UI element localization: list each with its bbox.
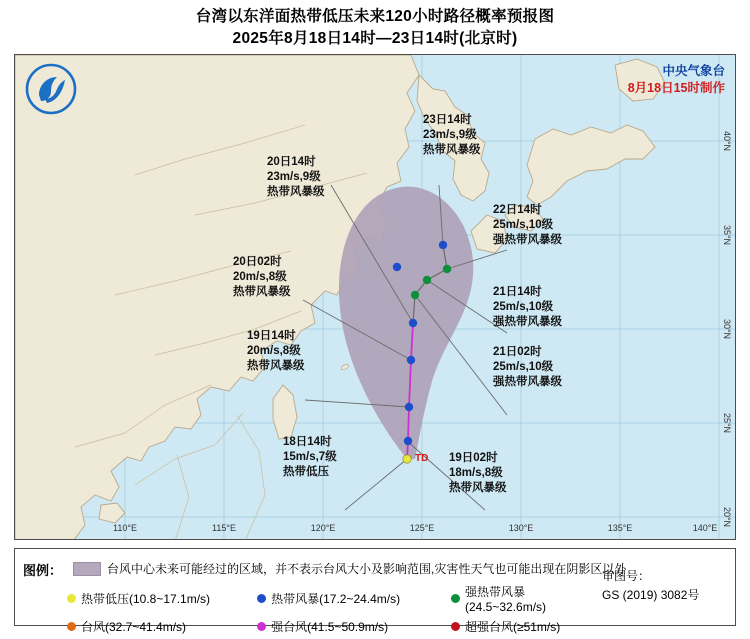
callout-time: 21日02时 xyxy=(493,346,542,358)
legend-dot-sty-icon xyxy=(257,622,266,631)
callout-wind: 25m/s,10级 xyxy=(493,301,554,313)
callout-19-14 xyxy=(247,329,305,374)
callout-time: 19日14时 xyxy=(247,330,296,342)
legend-label: 台风(32.7~41.4m/s) xyxy=(81,620,187,634)
legend-item-ts xyxy=(257,583,437,614)
callout-wind: 15m/s,7级 xyxy=(283,451,337,463)
callout-21-14 xyxy=(493,285,562,330)
page-title: 台湾以东洋面热带低压未来120小时路径概率预报图 xyxy=(195,8,555,25)
legend-row xyxy=(67,618,607,635)
callout-20-14 xyxy=(267,155,325,200)
lat-tick-40n: 40°N xyxy=(722,130,732,152)
lon-tick-115e: 115°E xyxy=(212,523,236,533)
shaded-area-swatch xyxy=(73,562,101,576)
legend-dot-ts-icon xyxy=(257,594,266,603)
callout-category: 热带风暴级 xyxy=(423,144,481,156)
callout-category: 热带风暴级 xyxy=(233,286,291,298)
legend-row xyxy=(67,583,607,614)
callout-wind: 20m/s,8级 xyxy=(233,271,287,283)
lat-tick-30n: 30°N xyxy=(722,318,732,340)
agency-timestamp: 8月18日15时制作 xyxy=(627,81,725,95)
agency-name: 中央气象台 xyxy=(662,64,725,78)
callout-category: 热带风暴级 xyxy=(267,186,325,198)
callout-category: 强热带风暴级 xyxy=(493,376,562,388)
callout-wind: 25m/s,10级 xyxy=(493,361,554,373)
legend-dot-td-icon xyxy=(67,594,76,603)
lon-tick-140e: 140°E xyxy=(692,523,718,533)
callout-time: 20日02时 xyxy=(233,256,282,268)
legend-dot-superty-icon xyxy=(451,622,460,631)
legend-item-sty xyxy=(257,618,437,635)
lon-tick-125e: 125°E xyxy=(409,523,435,533)
lon-tick-110e: 110°E xyxy=(113,523,137,533)
callout-wind: 18m/s,8级 xyxy=(449,467,503,479)
lon-tick-120e: 120°E xyxy=(310,523,336,533)
callout-wind: 23m/s,9级 xyxy=(267,171,321,183)
page-subtitle: 2025年8月18日14时—23日14时(北京时) xyxy=(232,30,518,47)
legend-label: 热带风暴(17.2~24.4m/s) xyxy=(271,592,401,606)
legend-label: 超强台风(≥51m/s) xyxy=(464,620,561,634)
legend-dot-sts-icon xyxy=(451,594,460,603)
callout-category: 热带风暴级 xyxy=(449,482,507,494)
map-canvas[interactable] xyxy=(14,54,736,540)
callout-category: 强热带风暴级 xyxy=(493,316,562,328)
callout-wind: 20m/s,8级 xyxy=(247,345,301,357)
callout-time: 20日14时 xyxy=(267,156,316,168)
lon-tick-130e: 130°E xyxy=(508,523,534,533)
legend-title: 图例： xyxy=(23,563,63,578)
callout-time: 18日14时 xyxy=(283,436,332,448)
legend-item-superty xyxy=(451,618,593,635)
legend-item-sts xyxy=(451,583,593,614)
td-marker-label: TD xyxy=(415,453,429,464)
callout-time: 19日02时 xyxy=(449,452,498,464)
legend-panel xyxy=(14,548,736,634)
callout-20-02 xyxy=(233,255,291,300)
callout-19-02 xyxy=(449,451,507,496)
title-block xyxy=(0,6,750,50)
legend-dot-ty-icon xyxy=(67,622,76,631)
callout-category: 热带风暴级 xyxy=(247,360,305,372)
approval-number: GS (2019) 3082号 xyxy=(602,588,700,602)
callout-wind: 25m/s,10级 xyxy=(493,219,554,231)
callout-time: 21日14时 xyxy=(493,286,542,298)
lon-tick-135e: 135°E xyxy=(607,523,633,533)
callout-time: 23日14时 xyxy=(423,114,472,126)
callout-18-14 xyxy=(283,435,337,480)
agency-stamp xyxy=(628,63,725,97)
legend-label: 强热带风暴(24.5~32.6m/s) xyxy=(464,585,547,614)
map-geometry xyxy=(15,55,736,540)
legend-label: 强台风(41.5~50.9m/s) xyxy=(271,620,389,634)
callout-22-14 xyxy=(493,203,562,248)
callout-21-02 xyxy=(493,345,562,390)
callout-23-14 xyxy=(423,113,481,158)
legend-item-td xyxy=(67,583,243,614)
callout-category: 强热带风暴级 xyxy=(493,234,562,246)
legend-shade-note: 台风中心未来可能经过的区域，并不表示台风大小及影响范围,灾害性天气也可能出现在阴影区以外 xyxy=(107,562,627,576)
legend-shade-note-row xyxy=(73,560,626,577)
legend-items xyxy=(67,583,607,639)
legend-label: 热带低压(10.8~17.1m/s) xyxy=(81,592,211,606)
approval-block xyxy=(602,567,727,605)
callout-category: 热带低压 xyxy=(283,466,329,478)
callout-time: 22日14时 xyxy=(493,204,542,216)
approval-label: 审图号： xyxy=(602,569,651,583)
cma-logo-icon xyxy=(25,63,77,115)
lat-tick-25n: 25°N xyxy=(722,412,732,434)
legend-item-ty xyxy=(67,618,243,635)
callout-wind: 23m/s,9级 xyxy=(423,129,477,141)
lat-tick-20n: 20°N xyxy=(722,506,732,528)
lat-tick-35n: 35°N xyxy=(722,224,732,246)
